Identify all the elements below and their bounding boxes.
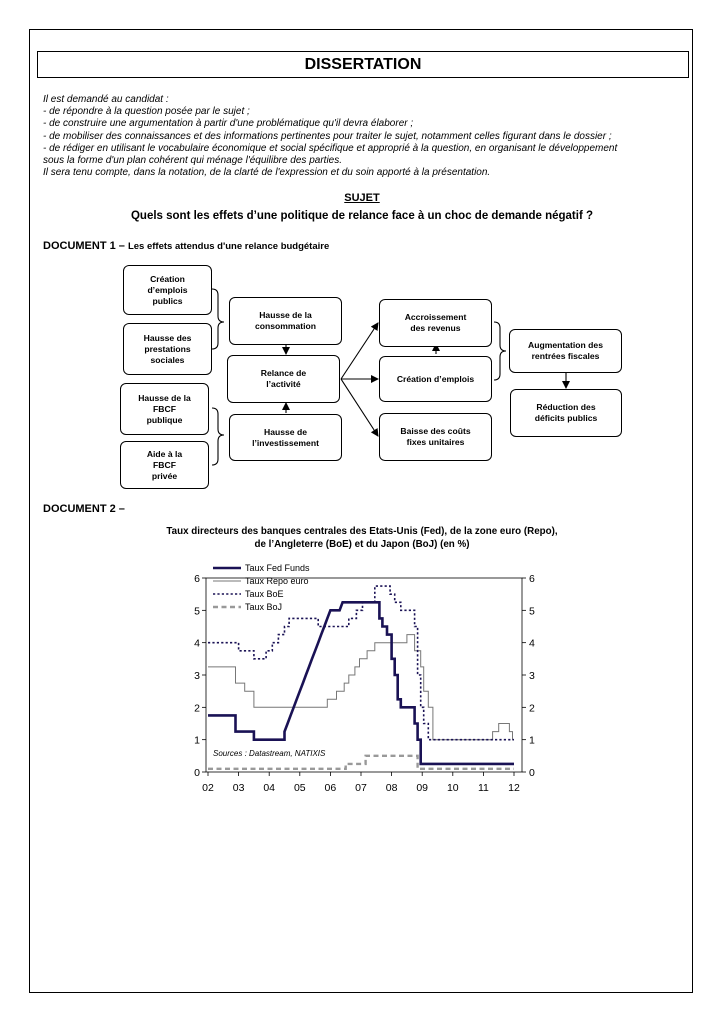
y-tick-label-right: 5 <box>529 605 535 618</box>
chart-title-line1: Taux directeurs des banques centrales des Etats-Unis (Fed), de la zone euro (Repo), <box>166 526 558 537</box>
document1-subtitle: Les effets attendus d'une relance budgétaire <box>127 241 330 252</box>
x-tick-label: 12 <box>508 782 520 794</box>
instruction-line: sous la forme d'un plan cohérent qui ménage l'équilibre des parties. <box>43 155 342 167</box>
document1-heading <box>43 240 329 252</box>
chart-title <box>0 525 724 551</box>
box-hausse-investissement: Hausse de l’investissement <box>229 414 342 461</box>
box-relance-activite: Relance de l’activité <box>227 355 340 403</box>
instruction-line: Il sera tenu compte, dans la notation, de la clarté de l'expression et du soin apporté à la présentation. <box>43 167 491 179</box>
x-tick-label: 04 <box>263 782 276 794</box>
legend-label: Taux Repo euro <box>245 576 309 586</box>
box-baisse-couts-fixes: Baisse des coûts fixes unitaires <box>379 413 492 461</box>
y-tick-label-left: 6 <box>194 573 200 585</box>
instruction-line: Il est demandé au candidat : <box>43 94 169 105</box>
sujet-heading: SUJET <box>344 192 380 204</box>
x-tick-label: 08 <box>385 782 398 794</box>
box-hausse-consommation: Hausse de la consommation <box>229 297 342 345</box>
y-tick-label-left: 4 <box>194 637 200 650</box>
y-tick-label-right: 3 <box>529 670 535 682</box>
legend-label: Taux Fed Funds <box>245 563 310 573</box>
box-creation-emplois-publics: Création d’emplois publics <box>123 265 212 315</box>
y-tick-label-right: 1 <box>529 734 535 747</box>
box-creation-emplois: Création d’emplois <box>379 356 492 402</box>
x-tick-label: 06 <box>324 782 337 794</box>
box-accroissement-revenus: Accroissement des revenus <box>379 299 492 347</box>
y-tick-label-left: 3 <box>194 670 200 682</box>
chart-title-line2: de l’Angleterre (BoE) et du Japon (BoJ) (en %) <box>254 539 470 550</box>
x-tick-label: 03 <box>232 782 245 794</box>
legend-label: Taux BoJ <box>245 602 283 612</box>
y-tick-label-right: 4 <box>529 637 535 650</box>
x-tick-label: 10 <box>446 782 459 794</box>
instruction-line: - de rédiger en utilisant le vocabulaire économique et social spécifique et approprié à la question, en organisant le développement <box>43 142 618 154</box>
box-reduction-deficits: Réduction des déficits publics <box>510 389 622 437</box>
document1-label: DOCUMENT 1 – <box>43 240 125 252</box>
document2-heading: DOCUMENT 2 – <box>43 503 125 515</box>
instructions <box>43 94 688 179</box>
x-tick-label: 05 <box>293 782 306 794</box>
y-tick-label-left: 5 <box>194 605 200 618</box>
y-tick-label-left: 1 <box>194 734 200 747</box>
box-hausse-fbcf-publique: Hausse de la FBCF publique <box>120 383 209 435</box>
rates-chart <box>195 560 535 800</box>
page-title: DISSERTATION <box>37 51 689 78</box>
instruction-line: - de construire une argumentation à partir d'une problématique qu'il devra élaborer ; <box>43 118 414 130</box>
y-tick-label-right: 2 <box>529 702 535 715</box>
y-tick-label-right: 6 <box>529 573 535 585</box>
legend-label: Taux BoE <box>245 589 284 599</box>
x-tick-label: 07 <box>355 782 367 794</box>
box-augmentation-rentrees-fiscales: Augmentation des rentrées fiscales <box>509 329 622 373</box>
chart-source: Sources : Datastream, NATIXIS <box>213 749 326 758</box>
x-tick-label: 11 <box>477 782 489 794</box>
y-tick-label-right: 0 <box>529 767 535 779</box>
x-tick-label: 02 <box>202 782 214 794</box>
y-tick-label-left: 0 <box>194 767 200 779</box>
instruction-line: - de répondre à la question posée par le sujet ; <box>43 106 250 118</box>
box-hausse-prestations-sociales: Hausse des prestations sociales <box>123 323 212 375</box>
instruction-line: - de mobiliser des connaissances et des informations pertinentes pour traiter le sujet, notamment celles figurant dans le dossier ; <box>43 130 612 142</box>
box-aide-fbcf-privee: Aide à la FBCF privée <box>120 441 209 489</box>
sujet-question: Quels sont les effets d’une politique de relance face à un choc de demande négatif ? <box>130 210 594 222</box>
y-tick-label-left: 2 <box>194 702 200 715</box>
x-tick-label: 09 <box>416 782 429 794</box>
